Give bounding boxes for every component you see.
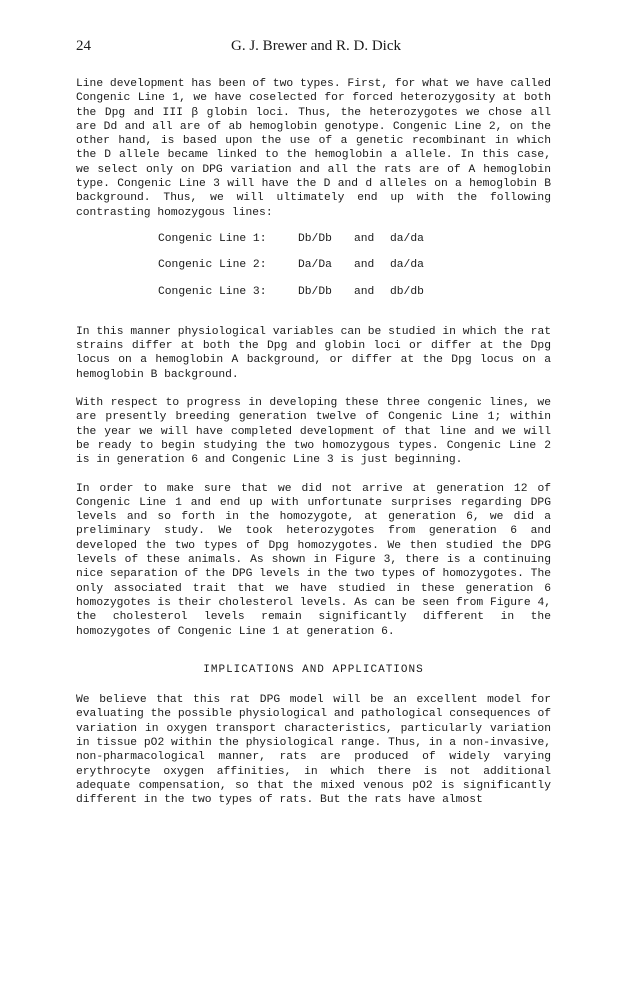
conjunction: and: [354, 232, 375, 245]
page-header: [76, 38, 556, 60]
paragraph-physiological-variables: In this manner physiological variables can be studied in which the rat strains differ at both the Dpg and globin loci or differ at the Dpg locus on a hemoglobin A background, or differ at the Dpg locus on a hemoglobin B background.: [76, 325, 551, 381]
line-label: Congenic Line 3:: [158, 285, 267, 298]
section-heading: IMPLICATIONS AND APPLICATIONS: [203, 663, 424, 676]
paragraph-preliminary-study: In order to make sure that we did not arrive at generation 12 of Congenic Line 1 and end up with unfortunate surprises regarding DPG levels and so forth in the homozygote, at generation 6, we did a preliminary study. We took heterozygotes from generation 6 and developed the two types of Dpg homozygotes. We then studied the DPG levels of these animals. As shown in Figure 3, there is a continuing nice separation of the DPG levels in the two types of homozygotes. The only associated trait that we have studied in these generation 6 homozygotes is their cholesterol levels. As can be seen from Figure 4, the cholesterol levels remain significantly different in the homozygotes of Congenic Line 1 at generation 6.: [76, 482, 551, 638]
table-row: [158, 232, 424, 258]
paragraph-line-development: Line development has been of two types. First, for what we have called Congenic Line 1, we have coselected for forced heterozygosity at both the Dpg and III β globin loci. Thus, the heterozygotes we chose all are Dd and all are of ab hemoglobin genotype. Congenic Line 2, on the other hand, is based upon the use of a genetic recombinant in which the D allele became linked to the hemoglobin a allele. In this case, we select only on DPG variation and all the rats are of A hemoglobin type. Congenic Line 3 will have the D and d alleles on a hemoglobin B background. Thus, we will ultimately end up with the following contrasting homozygous lines:: [76, 78, 551, 219]
body-text: [76, 77, 551, 821]
genotype-a: Db/Db: [298, 232, 332, 245]
line-label: Congenic Line 2:: [158, 259, 267, 272]
conjunction: and: [354, 285, 375, 298]
line-label: Congenic Line 1:: [158, 232, 267, 245]
table-row: [158, 285, 424, 311]
genotype-b: da/da: [390, 259, 424, 272]
genotype-b: db/db: [390, 285, 424, 298]
congenic-lines-table: [158, 232, 424, 311]
genotype-a: Db/Db: [298, 285, 332, 298]
page-number: 24: [76, 38, 91, 54]
conjunction: and: [354, 259, 375, 272]
paragraph-implications: We believe that this rat DPG model will be an excellent model for evaluating the possible physiological and pathological consequences of variation in oxygen transport characteristics, particularly variation in tissue pO2 within the physiological range. Thus, in a non-invasive, non-pharmacological manner, rats are produced of widely varying erythrocyte oxygen affinities, in which there is not additional adequate compensation, so that the mixed venous pO2 is significantly different in the two types of rats. But the rats have almost: [76, 694, 551, 807]
genotype-b: da/da: [390, 232, 424, 245]
running-head: G. J. Brewer and R. D. Dick: [231, 38, 401, 54]
genotype-a: Da/Da: [298, 259, 332, 272]
paragraph-progress: With respect to progress in developing these three congenic lines, we are presently breeding generation twelve of Congenic Line 1; within the year we will have completed development of that line and we will be ready to begin studying the two homozygous types. Congenic Line 2 is in generation 6 and Congenic Line 3 is just beginning.: [76, 397, 551, 467]
table-row: [158, 258, 424, 284]
